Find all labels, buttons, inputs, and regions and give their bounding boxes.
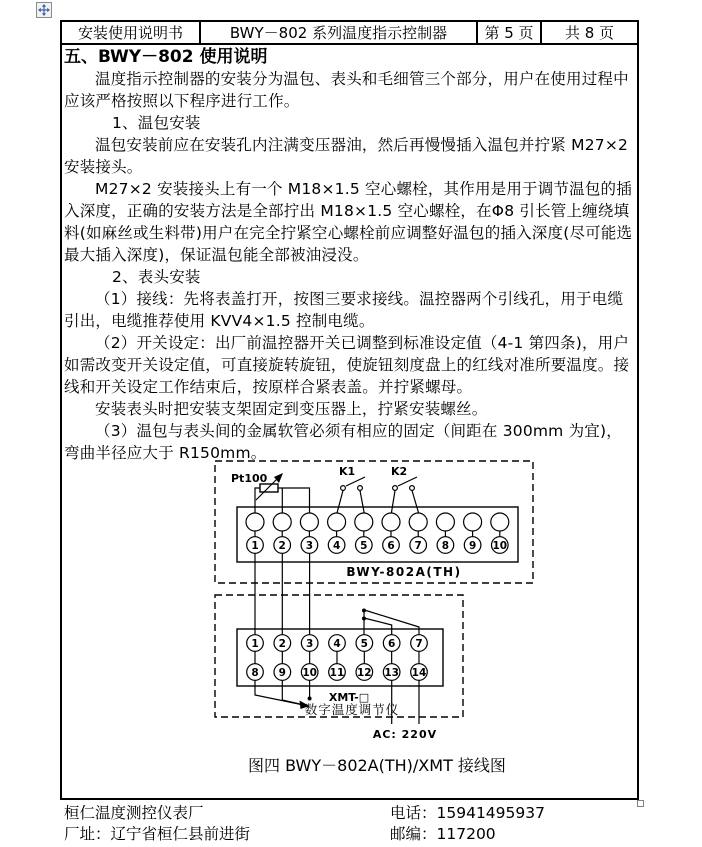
top-terminals-group [246,513,509,553]
k2-blade [398,477,417,486]
pt100-arrowhead [274,473,283,483]
junction-dot-upper [362,609,366,613]
bottom-terminal-11 [329,664,346,681]
page-footer [60,803,639,845]
svg-text:9: 9 [278,666,286,679]
wire-k2-t6 [391,491,395,514]
svg-text:6: 6 [387,539,395,552]
wire-10-end-dot [308,697,312,701]
top-terminal-1 [246,513,264,553]
bottom-terminal-4 [329,635,346,664]
bottom-terminal-1 [247,635,264,664]
wire-8-pointer [255,681,306,706]
top-terminal-9 [464,513,482,553]
svg-text:8: 8 [441,539,450,552]
bottom-terminal-14 [411,664,428,681]
top-device-label: BWY-802A(TH) [346,565,462,579]
k2-contact-left [393,486,398,491]
svg-text:4: 4 [333,637,341,650]
svg-text:1: 1 [251,539,259,552]
table-header-row [62,22,637,45]
figure-caption: 图四 BWY－802A(TH)/XMT 接线图 [248,756,506,775]
wire-t1-pt100 [255,488,260,513]
pt100-label: Pt100 [231,472,268,485]
header-doc-type: 安装使用说明书 [62,22,201,43]
bottom-terminal-5 [356,635,373,664]
svg-text:11: 11 [329,666,345,679]
top-terminal-7 [409,513,427,553]
svg-text:5: 5 [360,539,368,552]
factory-address: 厂址：辽宁省桓仁县前进街 [64,825,251,843]
paragraph-4: M27×2 安装接头上有一个 M18×1.5 空心螺栓，其作用是用于调节温包的插入深度，正确的安装方法是全部拧出 M18×1.5 空心螺栓，在Φ8 引长管上缠绕填料(如麻丝或生料带)用户在完全拧紧空心螺栓前应调整好温包的插入深度(尽可能选最大插入深度)，保证温包能全部被油浸没。 [64,180,633,264]
wiring-diagram [180,455,540,755]
bottom-terminals-group [247,635,428,681]
wire-k2-t7 [412,491,419,514]
paragraph-1: 温度指示控制器的安装分为温包、表头和毛细管三个部分，用户在使用过程中应该严格按照以下程序进行工作。 [64,70,629,110]
bottom-terminal-12 [356,664,373,681]
svg-text:3: 3 [305,539,314,552]
top-terminal-6 [382,513,400,553]
xmt-name-label: 数字温度调节仪 [304,702,400,717]
header-product-name: BWY－802 系列温度指示控制器 [201,22,478,43]
body-paragraphs [64,68,635,464]
paragraph-8: 安装表头时把安装支架固定到变压器上，拧紧安装螺丝。 [95,400,488,418]
svg-text:13: 13 [384,666,399,679]
svg-text:9: 9 [468,539,477,552]
svg-text:8: 8 [251,666,259,679]
bottom-terminal-9 [274,664,291,681]
bottom-terminal-10 [301,664,318,681]
svg-text:6: 6 [387,637,396,650]
paragraph-7: （2）开关设定：出厂前温控器开关已调整到标准设定值（4-1 第四条)，用户如需改变开关设定值，可直接旋转旋钮，使旋钮刻度盘上的红线对准所要温度。接线和开关设定工作结束后，按原样合紧表盖。并拧紧螺母。 [64,334,630,396]
svg-text:7: 7 [415,637,423,650]
svg-text:2: 2 [278,637,286,650]
k1-contact-right [358,486,363,491]
top-terminal-10 [491,513,509,553]
power-label: AC: 220V [372,728,438,741]
wire-6-to-5 [366,619,392,636]
figure-area [180,455,540,759]
k1-contact-left [341,486,346,491]
k1-blade [346,477,365,486]
xmt-model-label: XMT-□ [328,691,370,704]
table-body-cell [62,45,637,797]
svg-text:10: 10 [492,539,508,552]
top-terminal-2 [273,513,291,553]
k2-label: K2 [391,465,408,478]
svg-text:7: 7 [414,539,422,552]
svg-text:1: 1 [251,637,259,650]
header-total-pages: 共 8 页 [564,24,615,42]
paragraph-5: 2、表头安装 [112,268,201,286]
footer-line-1 [60,803,639,824]
paragraph-3: 温包安装前应在安装孔内注满变压器油，然后再慢慢插入温包并拧紧 M27×2 安装接头。 [64,136,629,176]
footer-line-2 [60,824,639,845]
section-title: 五、BWY－802 使用说明 [64,47,268,67]
top-terminal-4 [328,513,346,553]
bottom-terminal-6 [383,635,400,664]
header-page-number: 第 5 页 [478,22,542,43]
phone: 电话：15941495937 [390,804,545,822]
svg-text:2: 2 [278,539,286,552]
bottom-terminal-7 [411,635,428,664]
svg-text:5: 5 [360,637,368,650]
bottom-terminal-3 [301,635,318,664]
bottom-terminal-13 [383,664,400,681]
wire-7-to-5 [366,611,419,636]
wire-k1-t5 [360,491,364,514]
svg-text:4: 4 [332,539,341,552]
paragraph-2: 1、温包安装 [112,114,201,132]
wire-k1-t4 [337,491,343,514]
factory-name: 桓仁温度测控仪表厂 [64,804,204,822]
svg-text:12: 12 [357,666,372,679]
four-way-arrow-icon [38,4,50,16]
paragraph-9: （3）温包与表头间的金属软管必须有相应的固定（间距在 300mm 为宜)，弯曲半径应大于 R150mm。 [64,422,622,462]
top-terminal-3 [300,513,318,553]
svg-text:14: 14 [411,666,427,679]
k2-contact-right [410,486,415,491]
bottom-terminal-8 [247,664,264,681]
top-terminal-5 [355,513,373,553]
top-terminal-8 [436,513,454,553]
junction-dot-lower [362,617,366,621]
pt100-resistor-symbol [260,484,278,492]
bottom-terminal-2 [274,635,291,664]
table-move-handle[interactable] [36,2,52,18]
k1-label: K1 [339,465,356,478]
paragraph-6: （1）接线：先将表盖打开，按图三要求接线。温控器两个引线孔，用于电缆引出，电缆推荐使用 KVV4×1.5 控制电缆。 [64,290,624,330]
document-table [60,20,639,800]
zip-code: 邮编：117200 [390,825,496,843]
svg-text:3: 3 [306,637,314,650]
svg-text:10: 10 [302,666,317,679]
